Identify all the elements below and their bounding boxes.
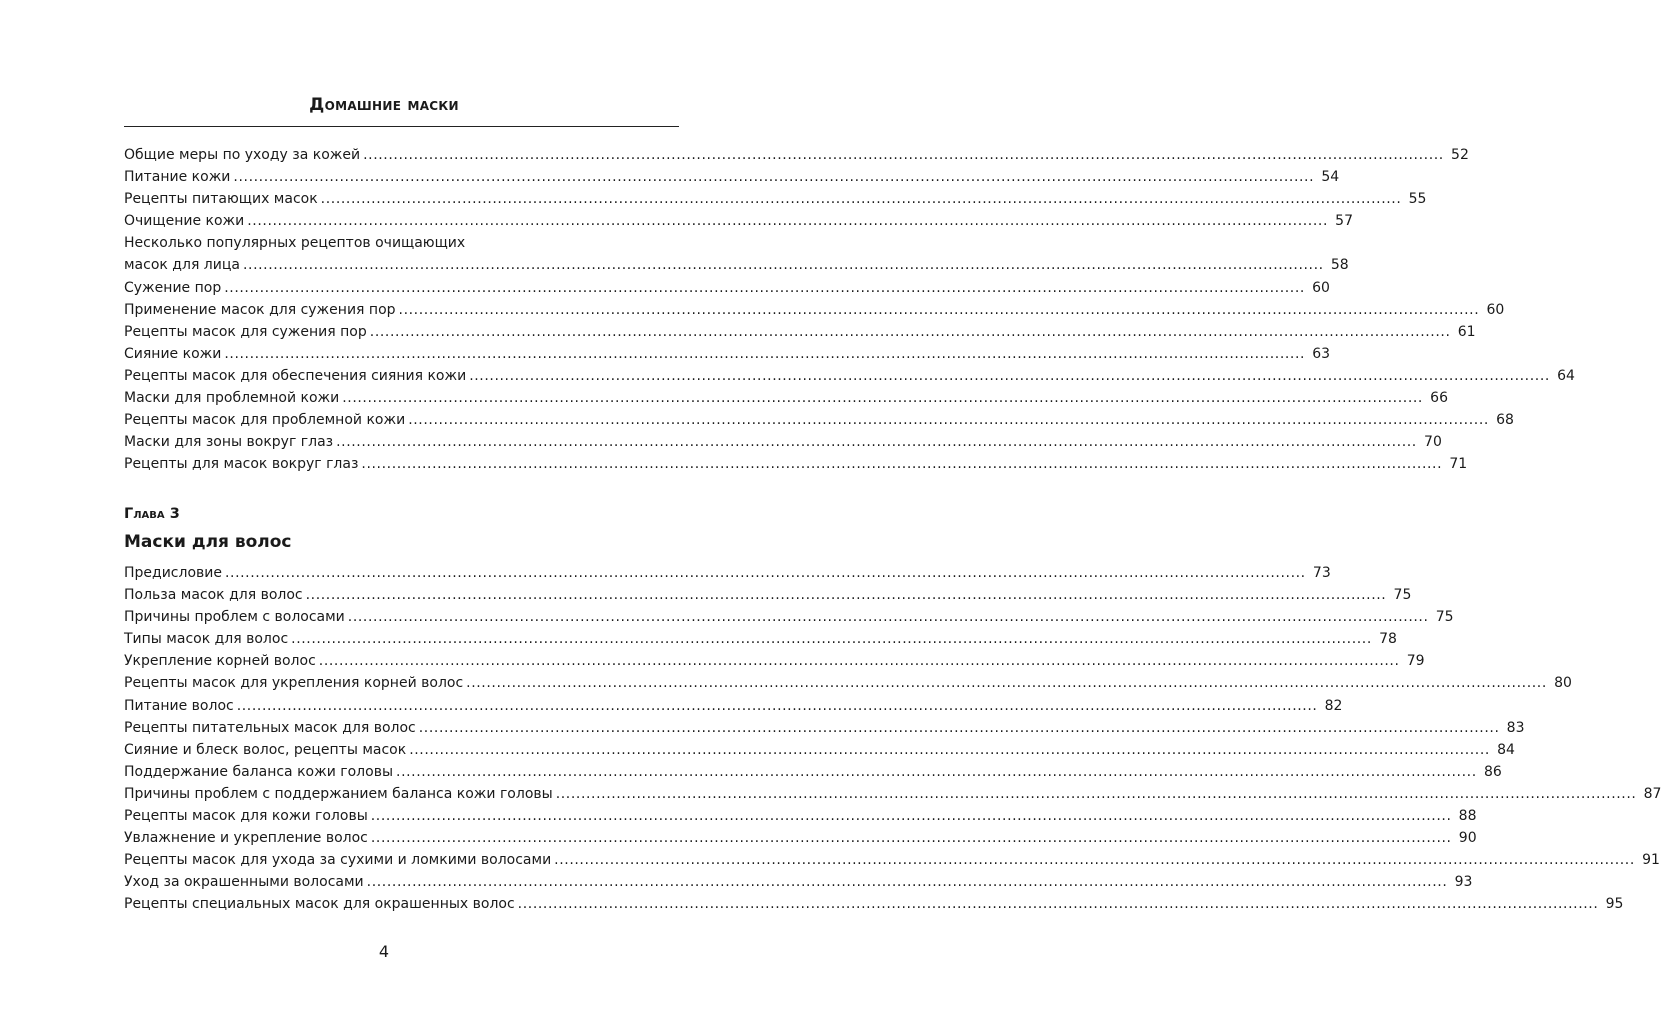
- toc-dot-leader: [224, 343, 1305, 365]
- toc-entry-title: Предисловие: [124, 565, 222, 581]
- toc-dot-leader: [556, 783, 1637, 805]
- toc-entry-title: Увлажнение и укрепление волос: [124, 830, 368, 847]
- toc-entry-page: 71: [1449, 456, 1468, 473]
- toc-entry-title: Рецепты питательных масок для волос: [124, 719, 416, 736]
- toc-entry: [124, 672, 1572, 694]
- toc-dot-leader: [371, 827, 1452, 849]
- toc-entry-title: Укрепление корней волос: [124, 653, 316, 670]
- toc-entry: [124, 628, 1397, 650]
- toc-entry-title: Рецепты питающих масок: [124, 191, 318, 208]
- toc-dot-leader: [291, 628, 1372, 650]
- toc-entry-title: Рецепты для масок вокруг глаз: [124, 456, 359, 473]
- toc-entry: [124, 562, 1331, 584]
- toc-dot-leader: [361, 453, 1442, 475]
- toc-entry-title: Применение масок для сужения пор: [124, 301, 396, 318]
- toc-entry: [124, 409, 1514, 431]
- toc-entry-title: Польза масок для волос: [124, 587, 303, 604]
- toc-entry-page: 52: [1451, 147, 1469, 163]
- toc-entry-title: Рецепты специальных масок для окрашенных волос: [124, 896, 515, 913]
- toc-entry: [124, 606, 1454, 628]
- toc-entry-title: Несколько популярных рецептов очищающих: [124, 235, 466, 252]
- toc-entry-title: Сужение пор: [124, 279, 222, 296]
- toc-entry-page: 88: [1458, 808, 1477, 825]
- toc-entry: [124, 827, 1477, 849]
- toc-entry: [124, 650, 1425, 672]
- toc-entry-page: 55: [1408, 191, 1427, 208]
- toc-entry-title: Причины проблем с поддержанием баланса кожи головы: [124, 785, 553, 802]
- toc-dot-leader: [363, 144, 1444, 166]
- toc-entry-page: 86: [1483, 763, 1502, 780]
- toc-entry-title: Рецепты масок для обеспечения сияния кожи: [124, 367, 467, 384]
- toc-entry: [124, 299, 1505, 321]
- toc-entry: [124, 453, 1468, 475]
- toc-dot-leader: [466, 672, 1547, 694]
- toc-entry-page: 75: [1435, 609, 1454, 626]
- toc-entry-page: 79: [1406, 653, 1425, 670]
- toc-entry-title: Рецепты масок для кожи головы: [124, 808, 368, 825]
- toc-entry: [124, 717, 1525, 739]
- toc-entry: [124, 584, 1412, 606]
- toc-entry: [124, 893, 1624, 915]
- toc-entry-page: 90: [1458, 830, 1477, 847]
- toc-entry-page: 87: [1643, 785, 1661, 802]
- toc-entry: [124, 144, 1469, 166]
- toc-entry-page: 95: [1605, 896, 1624, 913]
- toc-dot-leader: [408, 409, 1489, 431]
- toc-entry-page: 64: [1557, 367, 1575, 384]
- toc-entry-title: Типы масок для волос: [124, 631, 289, 648]
- toc-entry-title: Рецепты масок для проблемной кожи: [124, 412, 406, 429]
- toc-entry: [124, 805, 1477, 827]
- toc-entry-page: 68: [1496, 412, 1514, 429]
- toc-entry-page: 63: [1312, 345, 1331, 362]
- toc-entry-title: Рецепты масок для ухода за сухими и ломкими волосами: [124, 852, 552, 869]
- toc-entry: [124, 343, 1331, 365]
- toc-entry: [124, 431, 1442, 453]
- toc-dot-leader: [367, 871, 1448, 893]
- toc-dot-leader: [225, 562, 1306, 584]
- toc-dot-leader: [554, 849, 1635, 871]
- toc-entry-page: 75: [1393, 587, 1412, 604]
- toc-entry: [124, 232, 679, 254]
- toc-entry-title: Питание кожи: [124, 169, 231, 186]
- toc-dot-leader: [342, 387, 1423, 409]
- toc-entry: [124, 695, 1343, 717]
- toc-entry-page: 78: [1379, 631, 1397, 648]
- toc-entry-title: Уход за окрашенными волосами: [124, 874, 364, 891]
- toc-entry-page: 83: [1506, 719, 1525, 736]
- toc-entry: [124, 739, 1515, 761]
- toc-section-skin: [124, 144, 1575, 475]
- toc-dot-leader: [233, 166, 1314, 188]
- toc-entry: [124, 761, 1502, 783]
- header-divider: [124, 126, 679, 127]
- toc-dot-leader: [396, 761, 1477, 783]
- toc-entry: [124, 321, 1476, 343]
- toc-dot-leader: [319, 650, 1400, 672]
- toc-dot-leader: [370, 321, 1451, 343]
- toc-dot-leader: [306, 584, 1387, 606]
- toc-entry-page: 80: [1554, 675, 1572, 692]
- toc-dot-leader: [469, 365, 1550, 387]
- toc-entry-page: 73: [1312, 565, 1331, 581]
- toc-entry-page: 57: [1335, 213, 1353, 230]
- toc-entry: [124, 210, 1353, 232]
- toc-entry-title: Поддержание баланса кожи головы: [124, 763, 394, 780]
- chapter-title: Маски для волос: [124, 532, 292, 552]
- toc-entry-page: 60: [1486, 301, 1505, 318]
- toc-entry-title: Сияние кожи: [124, 345, 222, 362]
- toc-entry: [124, 849, 1660, 871]
- toc-entry-page: 66: [1430, 390, 1448, 407]
- page-number: 4: [378, 942, 390, 961]
- toc-entry-title: Причины проблем с волосами: [124, 609, 345, 626]
- toc-entry: [124, 277, 1330, 299]
- toc-dot-leader: [371, 805, 1452, 827]
- toc-entry-page: 60: [1312, 279, 1330, 296]
- toc-entry-page: 58: [1330, 257, 1349, 274]
- toc-entry-title: Рецепты масок для сужения пор: [124, 323, 367, 340]
- toc-entry: [124, 254, 1349, 276]
- toc-entry: [124, 365, 1575, 387]
- toc-dot-leader: [518, 893, 1599, 915]
- toc-entry-page: 54: [1321, 169, 1340, 186]
- toc-entry-title: Общие меры по уходу за кожей: [124, 147, 361, 163]
- toc-entry: [124, 871, 1473, 893]
- toc-dot-leader: [247, 210, 1328, 232]
- chapter-label: Глава 3: [124, 506, 180, 522]
- toc-entry: [124, 783, 1661, 805]
- toc-entry-page: 91: [1642, 852, 1660, 869]
- toc-entry-page: 84: [1497, 741, 1515, 758]
- toc-entry-title: Сияние и блеск волос, рецепты масок: [124, 741, 407, 758]
- toc-entry: [124, 387, 1448, 409]
- toc-dot-leader: [243, 254, 1324, 276]
- toc-dot-leader: [399, 299, 1480, 321]
- toc-dot-leader: [409, 739, 1490, 761]
- toc-dot-leader: [224, 277, 1305, 299]
- toc-section-hair: [124, 562, 1661, 916]
- toc-entry-title: масок для лица: [124, 257, 240, 274]
- toc-entry: [124, 188, 1427, 210]
- toc-dot-leader: [348, 606, 1429, 628]
- toc-entry-page: 93: [1454, 874, 1473, 891]
- toc-entry-page: 70: [1424, 434, 1442, 451]
- toc-dot-leader: [419, 717, 1500, 739]
- toc-entry-title: Очищение кожи: [124, 213, 245, 230]
- toc-entry-page: 82: [1324, 697, 1343, 714]
- toc-entry-title: Маски для зоны вокруг глаз: [124, 434, 334, 451]
- toc-entry-title: Маски для проблемной кожи: [124, 390, 340, 407]
- toc-dot-leader: [321, 188, 1402, 210]
- toc-entry: [124, 166, 1340, 188]
- toc-entry-title: Питание волос: [124, 697, 234, 714]
- toc-entry-title: Рецепты масок для укрепления корней волос: [124, 675, 464, 692]
- toc-dot-leader: [237, 695, 1318, 717]
- toc-dot-leader: [336, 431, 1417, 453]
- running-header-title: Домашние маски: [309, 95, 459, 115]
- toc-entry-page: 61: [1457, 323, 1476, 340]
